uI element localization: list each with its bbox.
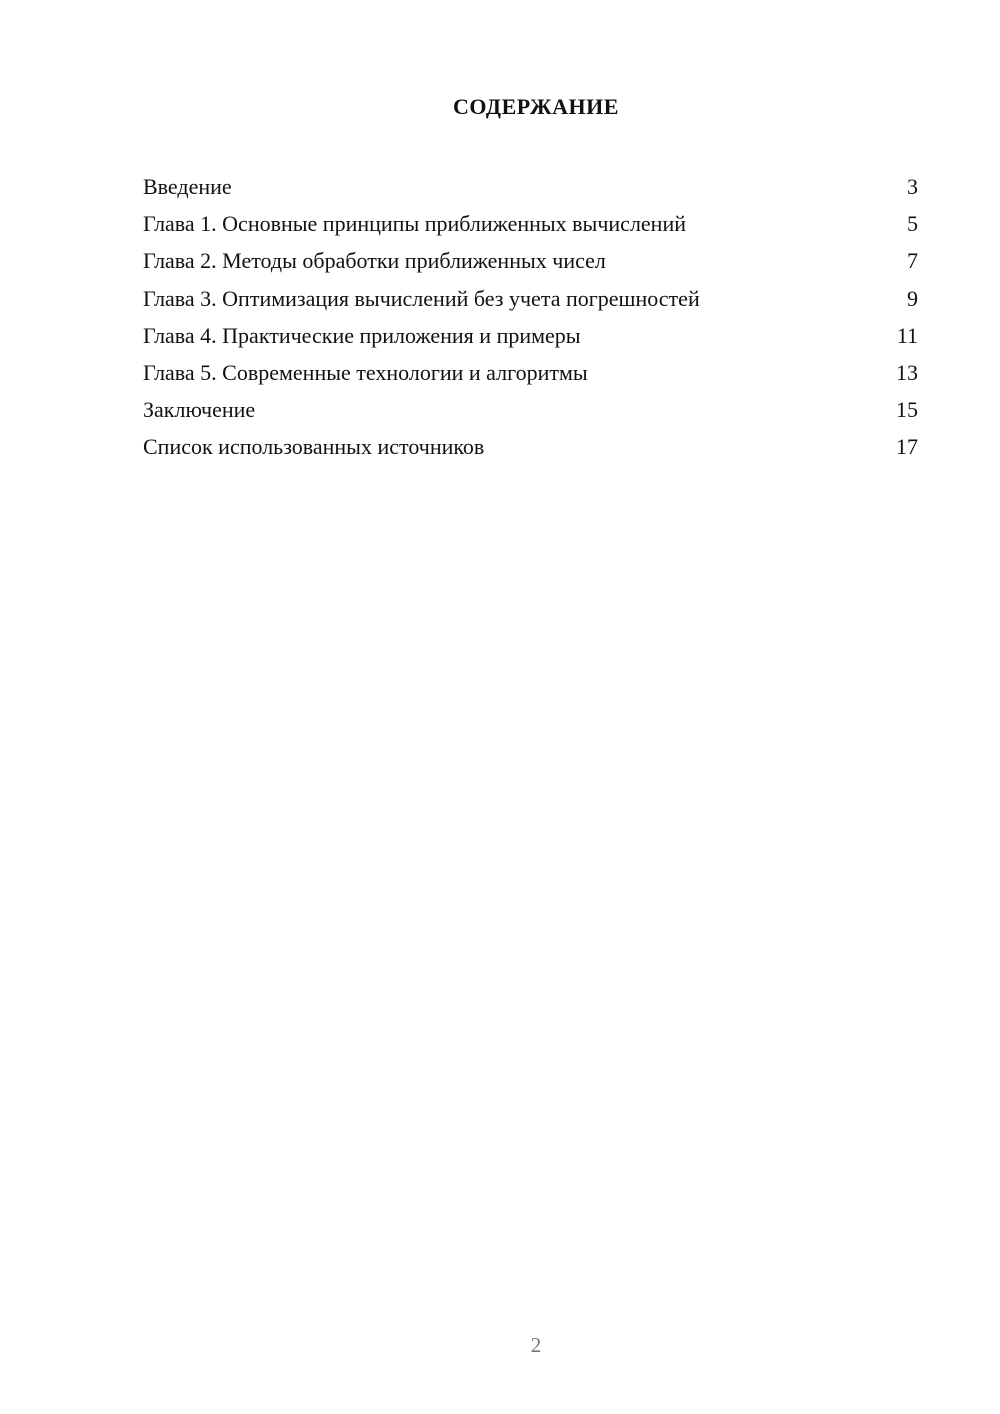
toc-item-chapter-3 (143, 280, 918, 317)
toc-item-label: Глава 5. Современные технологии и алгоритмы (143, 359, 588, 385)
toc-item-page: 17 (896, 434, 918, 460)
toc-item-page: 5 (907, 211, 918, 237)
toc-item-chapter-1 (143, 205, 918, 242)
toc-item-page: 11 (896, 322, 918, 348)
toc-item-page: 13 (896, 359, 918, 385)
table-of-contents (143, 168, 918, 466)
toc-item-references (143, 428, 918, 465)
toc-item-introduction (143, 168, 918, 205)
toc-item-chapter-2 (143, 242, 918, 279)
toc-item-label: Заключение (143, 397, 256, 423)
toc-item-label: Глава 3. Оптимизация вычислений без учета погрешностей (143, 285, 700, 311)
toc-item-page: 9 (907, 285, 918, 311)
toc-item-page: 15 (896, 397, 918, 423)
page-number: 2 (530, 1333, 542, 1357)
toc-item-page: 7 (907, 248, 918, 274)
toc-item-conclusion (143, 391, 918, 428)
toc-item-page: 3 (907, 174, 918, 199)
toc-item-label: Глава 1. Основные принципы приближенных вычислений (143, 211, 687, 237)
toc-item-label: Список использованных источников (143, 434, 485, 460)
toc-item-label: Глава 2. Методы обработки приближенных чисел (143, 248, 606, 274)
toc-title: СОДЕРЖАНИЕ (453, 94, 619, 119)
toc-item-chapter-5 (143, 354, 918, 391)
toc-item-label: Введение (143, 174, 232, 199)
toc-item-chapter-4 (143, 317, 918, 354)
toc-item-label: Глава 4. Практические приложения и примеры (143, 322, 581, 348)
